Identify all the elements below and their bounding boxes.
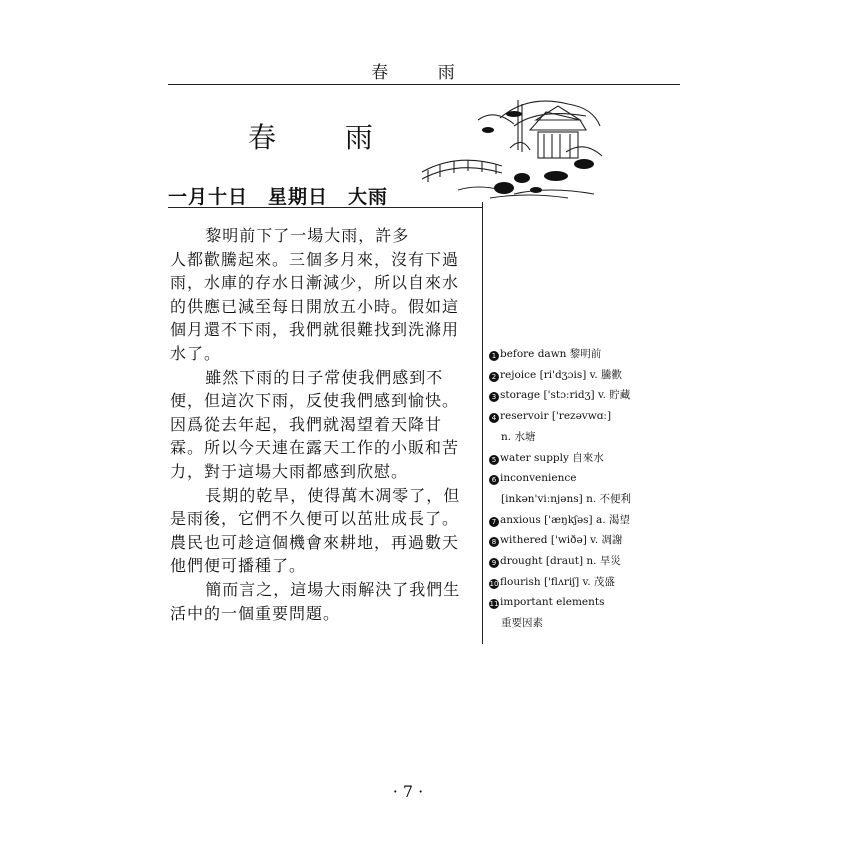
note-number-badge: 3: [489, 392, 499, 402]
vocab-entry: [489, 489, 664, 510]
vocab-entry: [489, 572, 664, 593]
vocab-entry: [489, 592, 664, 613]
vocab-entry: [489, 530, 664, 551]
vocab-entry: [489, 344, 664, 365]
note-number-badge: 6: [489, 475, 499, 485]
vocab-entry: [489, 427, 664, 448]
header-rule: [168, 84, 680, 85]
essay-line: 霖。所以今天連在露天工作的小販和苦: [170, 438, 460, 458]
pavilion-illustration: [418, 90, 604, 202]
vocab-entry: [489, 448, 664, 469]
essay-line: 黎明前下了一場大雨，許多: [205, 226, 410, 245]
vocab-text: n. 水塘: [501, 430, 536, 443]
essay-line: 是雨後，它們不久便可以茁壯成長了。: [170, 509, 460, 529]
essay-line: 他們便可播種了。: [170, 556, 307, 576]
vocab-text: important elements: [500, 596, 605, 609]
note-number-badge: 9: [489, 558, 499, 568]
essay-line: 水了。: [170, 343, 222, 363]
vocab-text: reservoir ['rezəvwɑː]: [500, 410, 612, 423]
vocab-text: water supply 自來水: [500, 451, 604, 464]
note-number-badge: 2: [489, 372, 499, 382]
essay-line: 力，對于這場大雨都感到欣慰。: [170, 461, 409, 481]
essay-line: 便，但這次下雨，反使我們感到愉快。: [170, 391, 460, 411]
vocab-text: before dawn 黎明前: [500, 348, 602, 360]
vocab-entry: [489, 385, 664, 406]
essay-body: [170, 224, 476, 625]
essay-line: 人都歡騰起來。三個多月來，沒有下過: [170, 249, 460, 269]
essay-line: 因爲從去年起，我們就渴望着天降甘: [170, 414, 443, 434]
essay-line: 活中的一個重要問題。: [170, 603, 341, 623]
vocab-text: [inkən'viːnjəns] n. 不便利: [501, 492, 632, 505]
vocab-entry: [489, 365, 664, 386]
vocab-entry: [489, 510, 664, 531]
note-number-badge: 10: [489, 579, 499, 588]
vocabulary-notes: [489, 344, 664, 634]
essay-line: 長期的乾旱，使得萬木凋零了，但: [205, 485, 461, 505]
essay-line: 雨，水庫的存水日漸減少，所以自來水: [170, 273, 460, 293]
chapter-title: 春 雨: [248, 121, 403, 154]
note-number-badge: 5: [489, 455, 499, 465]
vocab-text: rejoice [ri'dʒɔis] v. 騰歡: [500, 368, 623, 381]
essay-line: 的供應已減至每日開放五小時。假如這: [170, 296, 460, 316]
essay-line: 個月還不下雨，我們就很難找到洗滌用: [170, 320, 460, 340]
essay-line: 簡而言之，這場大雨解決了我們生: [205, 579, 461, 599]
vocab-entry: [489, 406, 664, 427]
date-heading: 一月十日 星期日 大雨: [168, 186, 389, 208]
running-head-title: 春 雨: [371, 63, 477, 83]
vocab-text: anxious ['æŋkʃəs] a. 渴望: [500, 513, 630, 526]
vocab-entry: [489, 468, 664, 489]
column-divider: [482, 202, 483, 644]
heading-underline: [168, 207, 482, 208]
essay-line: 農民也可趁這個機會來耕地，再過數天: [170, 532, 460, 552]
vocab-text: withered ['wiðə] v. 凋謝: [500, 534, 623, 547]
note-number-badge: 8: [489, 537, 499, 547]
note-number-badge: 1: [489, 351, 499, 361]
vocab-entry: [489, 551, 664, 572]
vocab-text: storage ['stɔːridʒ] v. 貯藏: [500, 389, 631, 402]
vocab-text: 重要因素: [501, 617, 543, 630]
essay-line: 雖然下雨的日子常使我們感到不: [205, 367, 444, 387]
vocab-entry: [489, 613, 664, 634]
note-number-badge: 11: [489, 600, 499, 609]
note-number-badge: 7: [489, 517, 499, 527]
page-number: · 7 ·: [392, 782, 424, 801]
vocab-text: inconvenience: [500, 472, 577, 485]
vocab-text: drought [draut] n. 旱災: [500, 555, 621, 568]
vocab-text: flourish ['flʌriʃ] v. 茂盛: [500, 575, 615, 588]
note-number-badge: 4: [489, 413, 499, 423]
